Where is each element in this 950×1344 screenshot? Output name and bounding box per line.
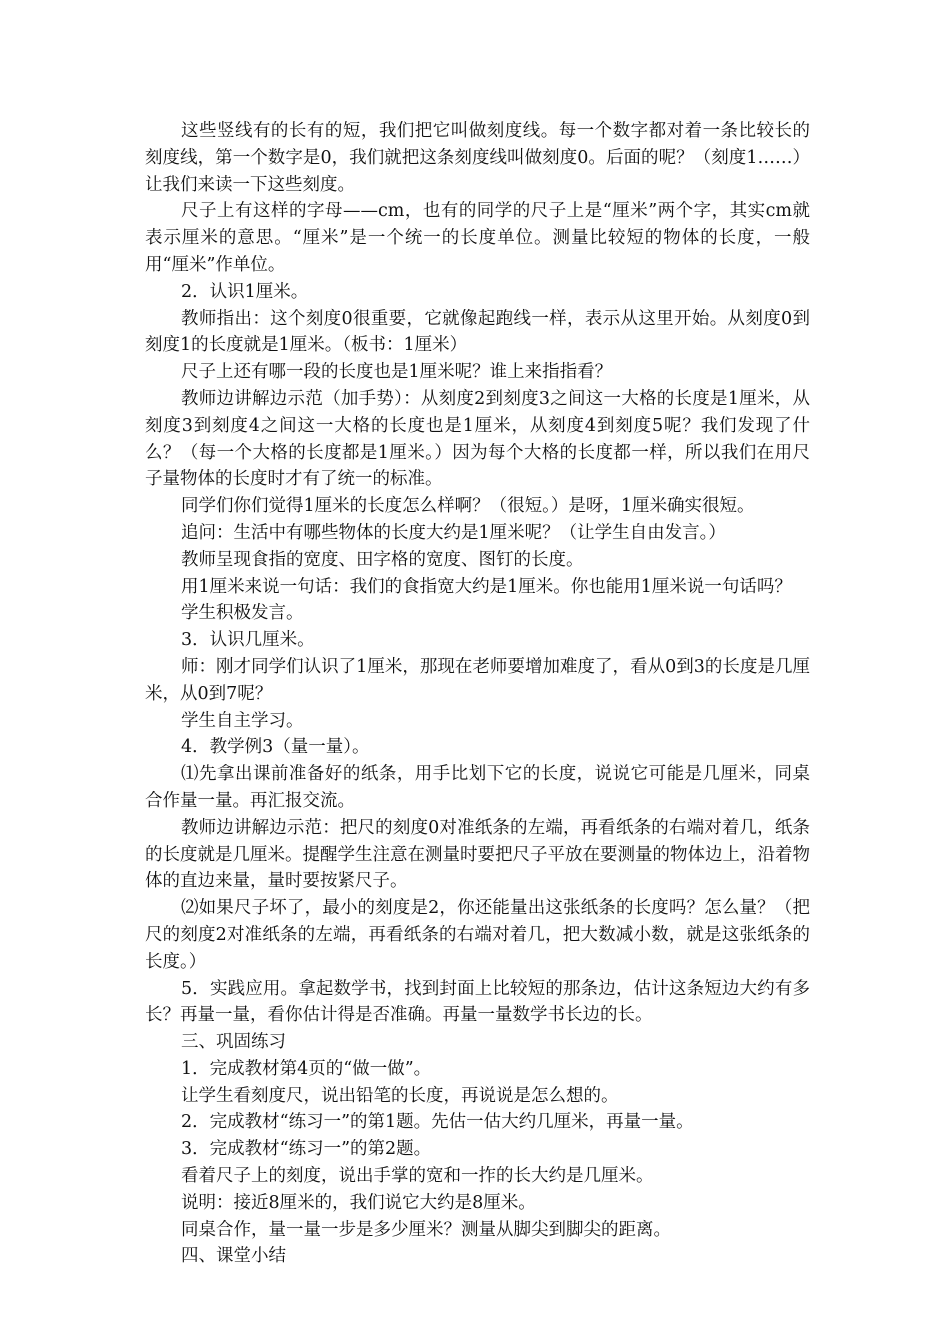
section-heading: 四、课堂小结 — [181, 1246, 286, 1267]
paragraph: ⑵如果尺子坏了，最小的刻度是2，你还能量出这张纸条的长度吗？怎么量？（把尺的刻度2对准纸条的左端，再看纸条的右端对着几，把大数减小数，就是这张纸条的长度。） — [145, 898, 810, 972]
section-heading: 4．教学例3（量一量）。 — [181, 737, 370, 758]
paragraph: 师：刚才同学们认识了1厘米，那现在老师要增加难度了，看从0到3的长度是几厘米，从0到7呢？ — [145, 656, 810, 704]
section-heading: 3．认识几厘米。 — [181, 630, 315, 651]
paragraph: 同学们你们觉得1厘米的长度怎么样啊？（很短。）是呀，1厘米确实很短。 — [181, 496, 755, 517]
paragraph: 2．完成教材“练习一”的第1题。先估一估大约几厘米，再量一量。 — [181, 1112, 694, 1133]
paragraph: 用1厘米来说一句话：我们的食指宽大约是1厘米。你也能用1厘米说一句话吗？ — [181, 576, 792, 597]
paragraph: 教师呈现食指的宽度、田字格的宽度、图钉的长度。 — [181, 549, 584, 570]
paragraph: 这些竖线有的长有的短，我们把它叫做刻度线。每一个数字都对着一条比较长的刻度线，第一个数字是0，我们就把这条刻度线叫做刻度0。后面的呢？（刻度1……）让我们来读一下这些刻度。 — [145, 121, 810, 195]
paragraph: 看着尺子上的刻度，说出手掌的宽和一拃的长大约是几厘米。 — [181, 1166, 654, 1187]
paragraph: 5．实践应用。拿起数学书，找到封面上比较短的那条边，估计这条短边大约有多长？再量一量，看你估计得是否准确。再量一量数学书长边的长。 — [145, 978, 810, 1026]
paragraph: 3．完成教材“练习一”的第2题。 — [181, 1139, 432, 1160]
paragraph: 让学生看刻度尺，说出铅笔的长度，再说说是怎么想的。 — [181, 1085, 619, 1106]
paragraph: 学生自主学习。 — [181, 710, 304, 731]
paragraph: 尺子上有这样的字母——cm，也有的同学的尺子上是“厘米”两个字，其实cm就表示厘米的意思。“厘米”是一个统一的长度单位。测量比较短的物体的长度，一般用“厘米”作单位。 — [145, 201, 810, 275]
paragraph: 追问：生活中有哪些物体的长度大约是1厘米呢？（让学生自由发言。） — [181, 522, 726, 543]
section-heading: 三、巩固练习 — [181, 1032, 286, 1053]
paragraph: 说明：接近8厘米的，我们说它大约是8厘米。 — [181, 1192, 536, 1213]
paragraph: 学生积极发言。 — [181, 603, 304, 624]
paragraph: 同桌合作，量一量一步是多少厘米？测量从脚尖到脚尖的距离。 — [181, 1219, 671, 1240]
paragraph: ⑴先拿出课前准备好的纸条，用手比划下它的长度，说说它可能是几厘米，同桌合作量一量。再汇报交流。 — [145, 764, 810, 811]
paragraph: 1．完成教材第4页的“做一做”。 — [181, 1058, 432, 1079]
paragraph: 教师边讲解边示范（加手势）：从刻度2到刻度3之间这一大格的长度是1厘米，从刻度3到刻度4之间这一大格的长度也是1厘米，从刻度4到刻度5呢？我们发现了什么？（每一个大格的长度都是1厘米。）因为每个大格的长度都一样，所以我们在用尺子量物体的长度时才有了统一的标准。 — [145, 388, 810, 490]
document-body — [145, 118, 810, 1270]
section-heading: 2．认识1厘米。 — [181, 281, 309, 302]
paragraph: 尺子上还有哪一段的长度也是1厘米呢？谁上来指指看？ — [181, 362, 613, 383]
paragraph: 教师指出：这个刻度0很重要，它就像起跑线一样，表示从这里开始。从刻度0到刻度1的长度就是1厘米。（板书：1厘米） — [145, 308, 810, 356]
paragraph: 教师边讲解边示范：把尺的刻度0对准纸条的左端，再看纸条的右端对着几，纸条的长度就是几厘米。提醒学生注意在测量时要把尺子平放在要测量的物体边上，沿着物体的直边来量，量时要按紧尺子。 — [145, 817, 810, 892]
